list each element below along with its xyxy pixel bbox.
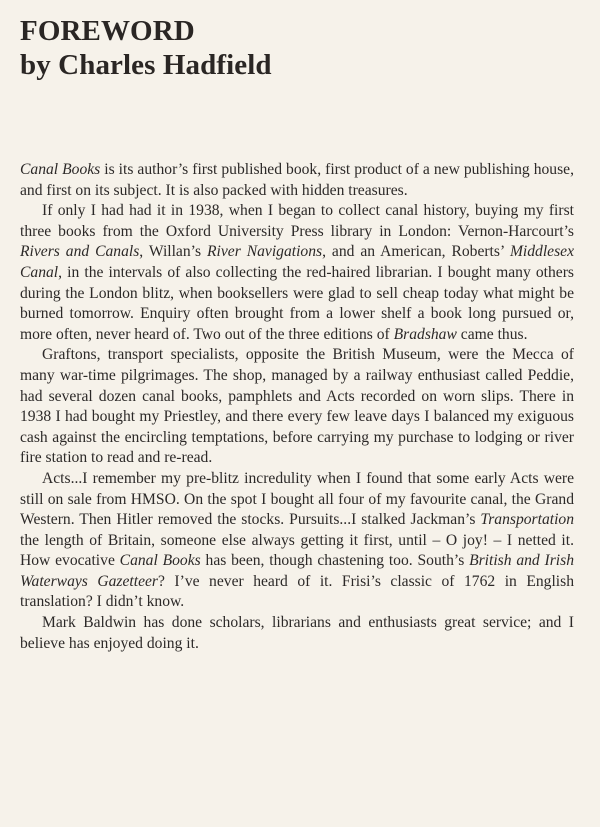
text-run: British and Irish Waterways Gazetteer: [20, 552, 574, 590]
text-run: came thus.: [456, 325, 528, 343]
text-run: River Navigations: [207, 243, 323, 261]
paragraph-1: [20, 160, 574, 201]
text-run: If only I had had it in 1938, when I began to collect canal history, buying my first three books from the Oxford University Press library in London: Vernon-Harcourt’s: [20, 202, 574, 240]
paragraph-5: [20, 613, 574, 654]
paragraph-3: [20, 345, 574, 469]
text-run: the length of Britain, someone else always getting it first, until – O joy! – I netted it. How evocative: [20, 531, 574, 570]
text-run: Rivers and Canals: [20, 243, 140, 261]
foreword-body: [20, 160, 574, 654]
text-run: Canal Books: [20, 161, 101, 178]
text-run: ? I’ve never heard of it. Frisi’s classic of 1762 in English translation? I didn’t know.: [20, 572, 574, 611]
page-title: FOREWORD: [20, 15, 195, 47]
paragraph-4: [20, 469, 574, 613]
text-run: has been, though chastening too. South’s: [200, 552, 470, 570]
text-run: Middlesex Canal: [20, 243, 575, 281]
text-run: Bradshaw: [393, 325, 457, 343]
paragraph-2: [20, 201, 574, 345]
text-run: , Willan’s: [139, 243, 207, 261]
text-run: Canal Books: [119, 552, 201, 570]
text-run: Acts...I remember my pre-blitz incredulity when I found that some early Acts were still on sale from HMSO. On the spot I bought all four of my favourite canal, the Grand Western. Then Hitler removed the stocks. Pursuits...I stalked Jackman’s: [20, 469, 574, 529]
text-run: is its author’s first published book, first product of a new publishing house, and first on its subject. It is also packed with hidden treasures.: [20, 161, 574, 199]
text-run: Graftons, transport specialists, opposite the British Museum, were the Mecca of many war-time pilgrimages. The shop, managed by a railway enthusiast called Peddie, had several dozen canal books, pamphlets and Acts recorded on worn slips. There in 1938 I had bought my Priestley, and there every few leave days I balanced my exiguous cash against the encircling temptations, before carrying my purchase to lodging or river fire station to read and re-read.: [20, 346, 574, 467]
text-run: Mark Baldwin has done scholars, librarians and enthusiasts great service; and I believe has enjoyed doing it.: [20, 614, 574, 652]
text-run: Transportation: [480, 511, 574, 529]
text-run: , and an American, Roberts’: [322, 243, 510, 261]
text-run: , in the intervals of also collecting the red-haired librarian. I bought many others during the London blitz, when booksellers were glad to sell cheap today what might be burned tomorrow. Enquiry often brought from a lower shelf a book long pursued or, more often, never heard of. Two out of the three editions of: [20, 263, 574, 343]
byline: by Charles Hadfield: [20, 49, 272, 81]
page-heading: [20, 14, 272, 82]
